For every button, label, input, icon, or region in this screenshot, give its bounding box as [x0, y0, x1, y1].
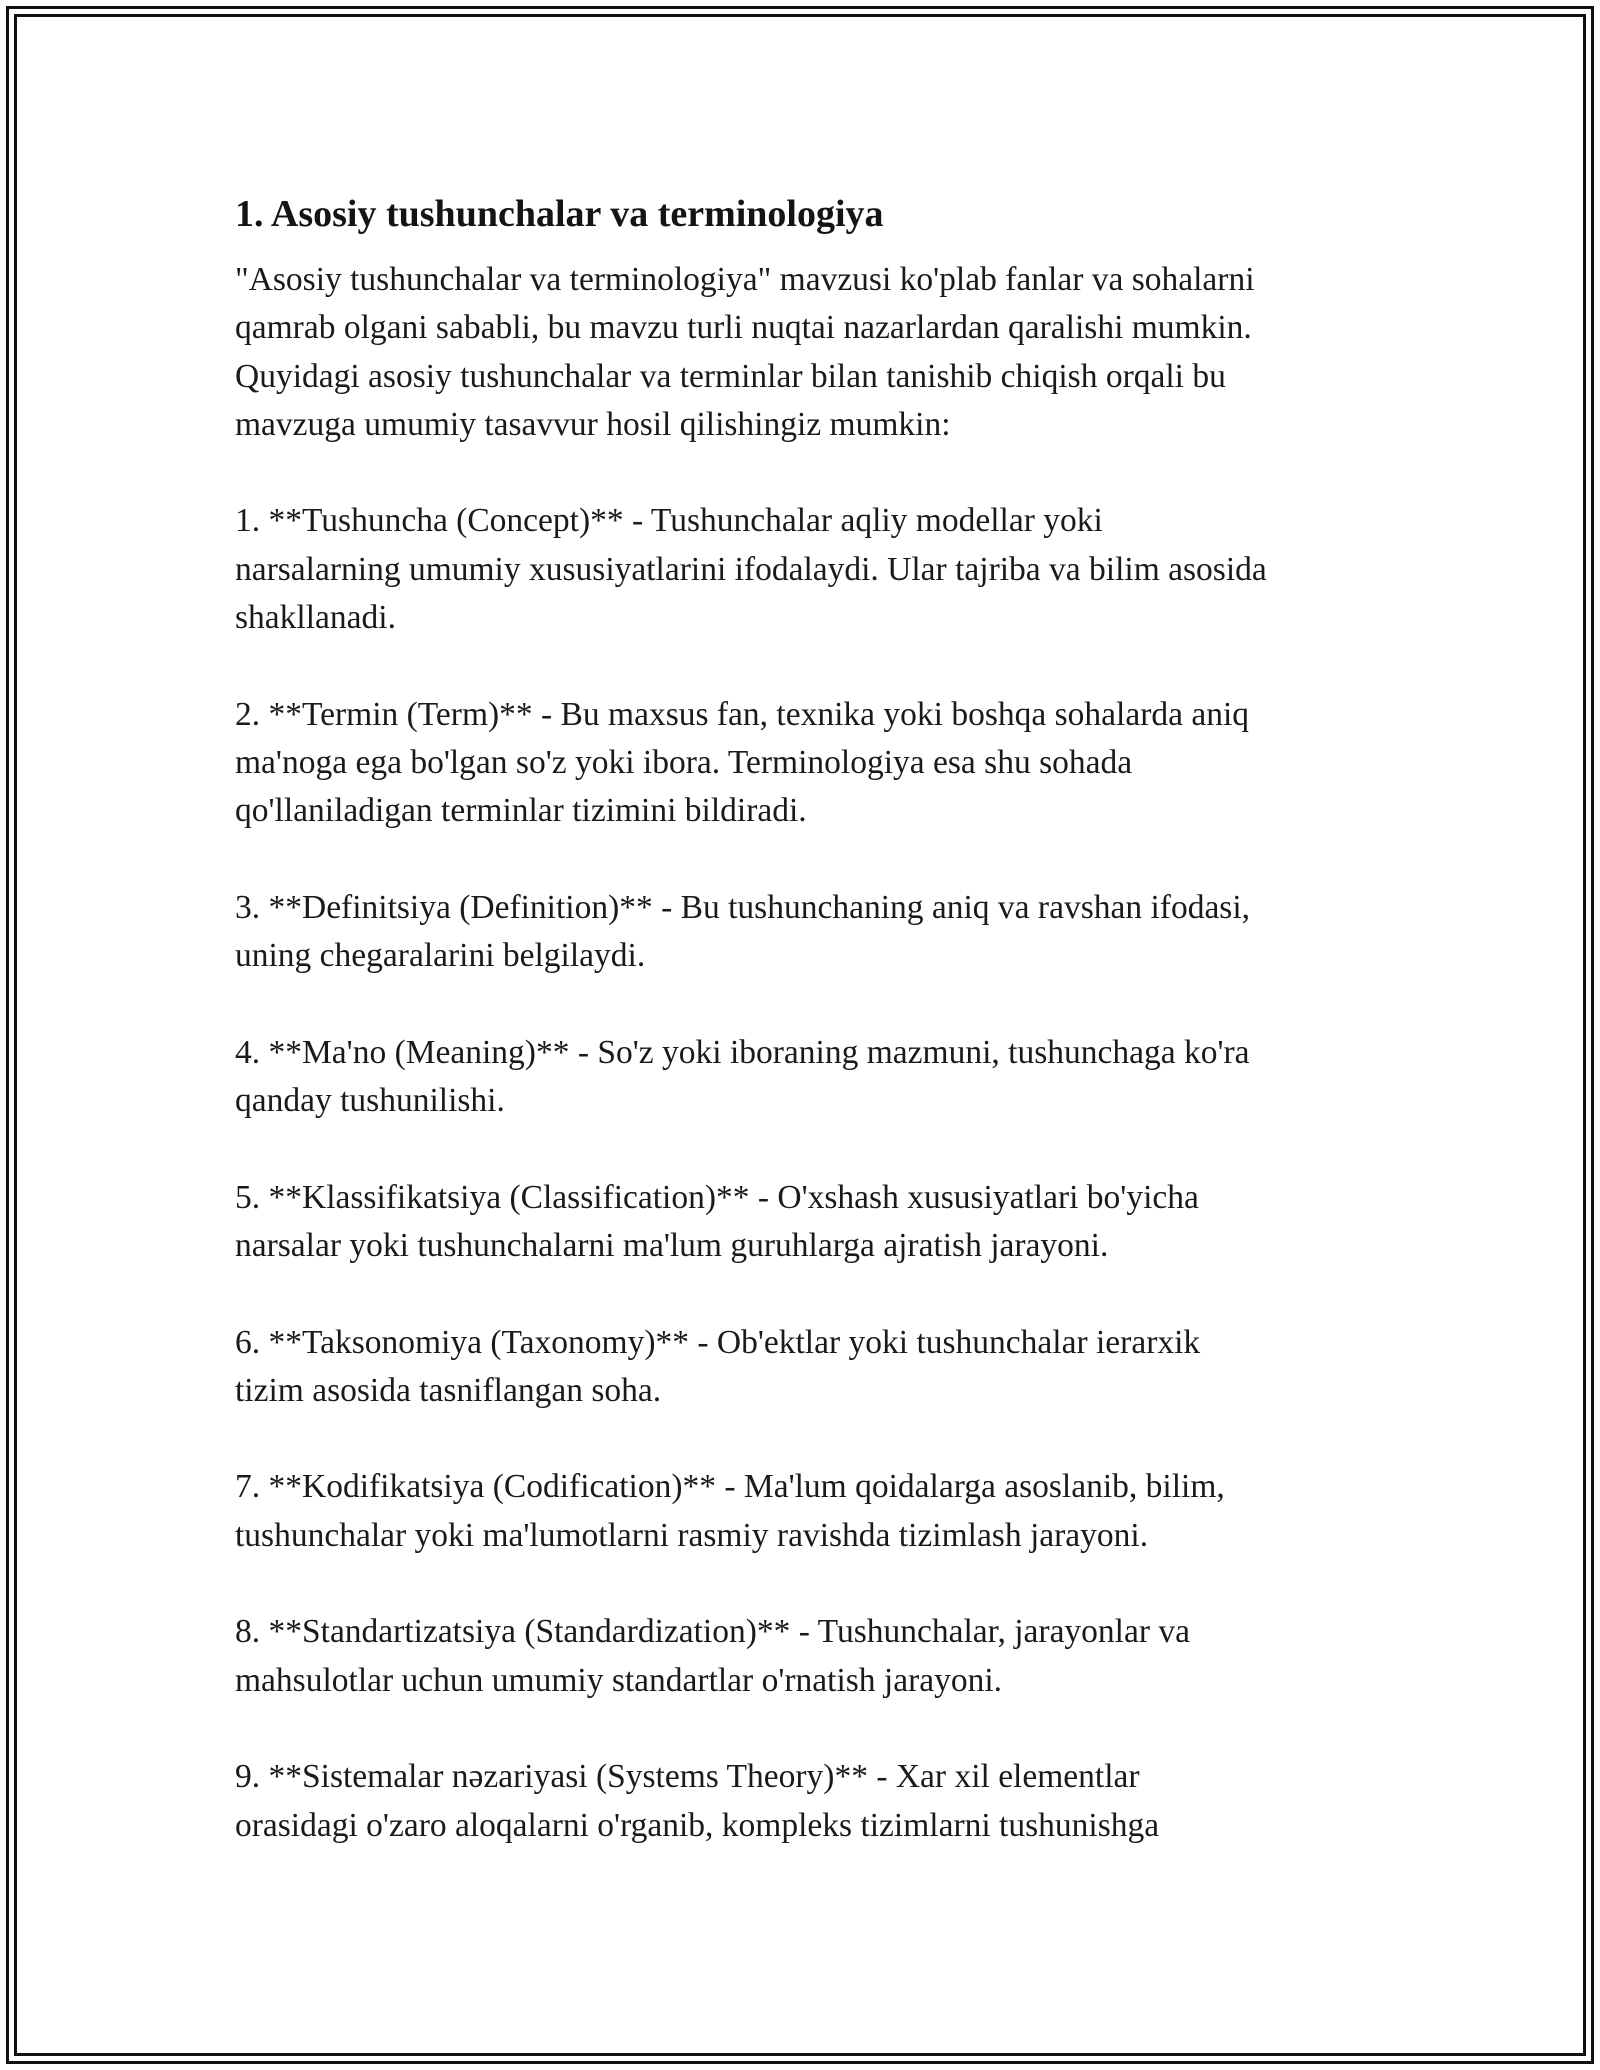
- term-item-meaning: 4. **Ma'no (Meaning)** - So'z yoki iboraning mazmuni, tushunchaga ko'ra qanday tushunilishi.: [235, 1033, 1250, 1120]
- term-item-systems-theory: 9. **Sistemalar nəzariyasi (Systems Theory)** - Xar xil elementlar orasidagi o'zaro aloqalarni o'rganib, kompleks tizimlarni tushunishga: [235, 1758, 1160, 1844]
- term-item-standardization: 8. **Standartizatsiya (Standardization)** - Tushunchalar, jarayonlar va mahsulotlar uchun umumiy standartlar o'rnatish jarayoni.: [235, 1613, 1191, 1699]
- term-item-classification: 5. **Klassifikatsiya (Classification)** - O'xshash xususiyatlari bo'yicha narsalar yoki tushunchalarni ma'lum guruhlarga ajratish jarayoni.: [235, 1178, 1199, 1264]
- term-item-definition: 3. **Definitsiya (Definition)** - Bu tushunchaning aniq va ravshan ifodasi, uning chegaralarini belgilaydi.: [235, 888, 1251, 975]
- term-item-concept: 1. **Tushuncha (Concept)** - Tushunchalar aqliy modellar yoki narsalarning umumiy xususiyatlarini ifodalaydi. Ular tajriba va bilim asosida shakllanadi.: [235, 502, 1267, 637]
- document-page: [235, 186, 1395, 1850]
- term-item-codification: 7. **Kodifikatsiya (Codification)** - Ma'lum qoidalarga asoslanib, bilim, tushunchalar yoki ma'lumotlarni rasmiy ravishda tizimlash jarayoni.: [235, 1468, 1225, 1554]
- intro-paragraph: "Asosiy tushunchalar va terminologiya" mavzusi ko'plab fanlar va sohalarni qamrab olgani sababli, bu mavzu turli nuqtai nazarlardan qaralishi mumkin. Quyidagi asosiy tushunchalar va terminlar bilan tanishib chiqish orqali bu mavzuga umumiy tasavvur hosil qilishingiz mumkin:: [235, 261, 1255, 443]
- term-list: [235, 497, 1395, 1849]
- term-item-taxonomy: 6. **Taksonomiya (Taxonomy)** - Ob'ektlar yoki tushunchalar ierarxik tizim asosida tasniflangan soha.: [235, 1323, 1201, 1409]
- section-heading: 1. Asosiy tushunchalar va terminologiya: [235, 193, 884, 235]
- term-item-term: 2. **Termin (Term)** - Bu maxsus fan, texnika yoki boshqa sohalarda aniq ma'noga ega bo'lgan so'z yoki ibora. Terminologiya esa shu sohada qo'llaniladigan terminlar tizimini bildiradi.: [235, 695, 1250, 830]
